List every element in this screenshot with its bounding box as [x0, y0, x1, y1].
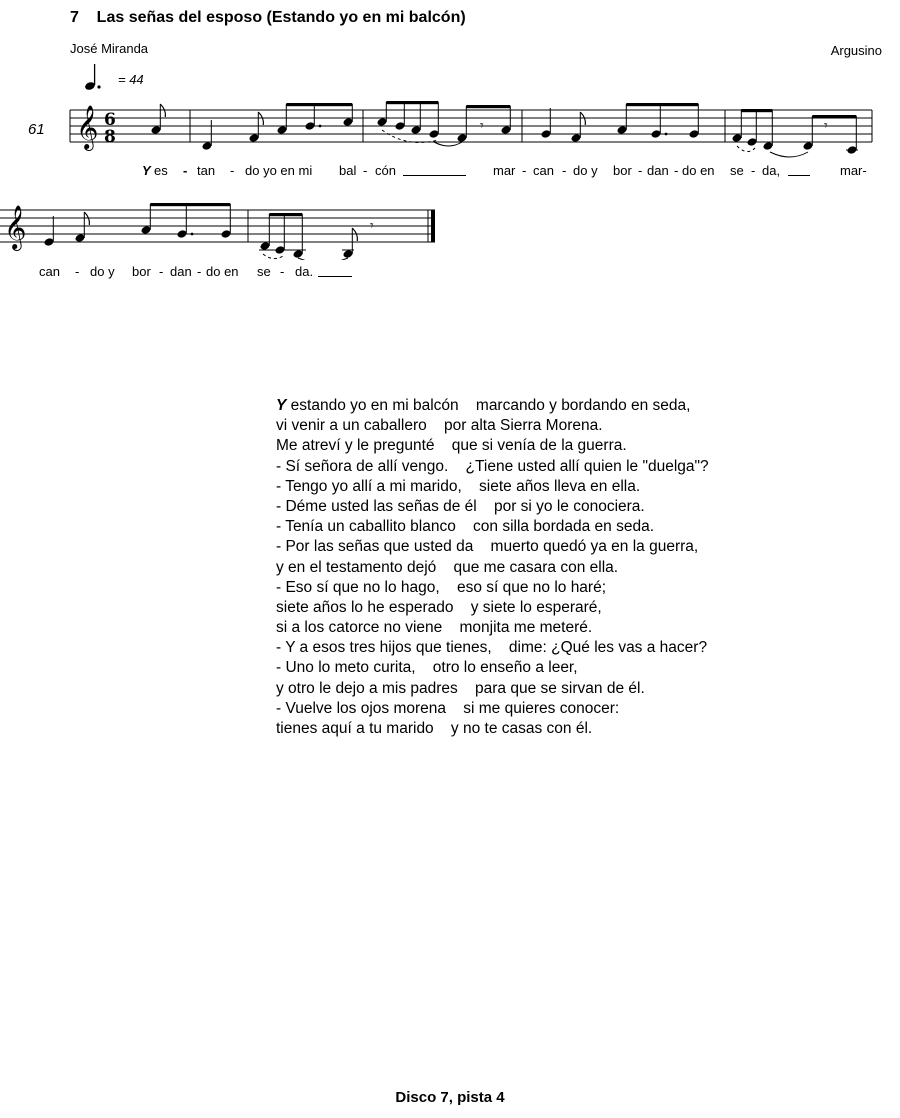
- poem-line: - Tengo yo allí a mi marido, siete años lleva en ella.: [276, 477, 641, 495]
- lyric-extender: [318, 276, 352, 277]
- treble-clef-icon: 𝄞: [4, 205, 27, 249]
- poem-line: - Eso sí que no lo hago, eso sí que no lo haré;: [276, 578, 607, 596]
- poem-line: - Uno lo meto curita, otro lo enseño a leer,: [276, 659, 578, 677]
- lyric-hyphen: -: [562, 163, 567, 178]
- music-staff-system-2: [0, 200, 900, 260]
- lyric-syllable: dan: [170, 264, 192, 279]
- lyric-syllable: do en: [206, 264, 239, 279]
- lyric-syllable: bor: [613, 163, 632, 178]
- rest-icon: 𝄾: [824, 118, 828, 134]
- lyric-syllable: can: [533, 163, 554, 178]
- lyric-syllable: do yo en mi: [245, 163, 313, 178]
- lyric-syllable: tan: [197, 163, 216, 178]
- lyric-hyphen: -: [638, 163, 643, 178]
- lyric-hyphen: -: [230, 163, 235, 178]
- lyric-syllable: can: [39, 264, 60, 279]
- poem-line: tienes aquí a tu marido y no te casas con él.: [276, 720, 593, 737]
- lyric-hyphen: -: [197, 264, 202, 279]
- poem-line-text: estando yo en mi balcón marcando y bordando en seda,: [286, 397, 691, 414]
- time-signature-top: 6: [104, 110, 116, 130]
- lyric-hyphen: -: [674, 163, 679, 178]
- poem-line: Me atreví y le pregunté que si venía de la guerra.: [276, 437, 627, 455]
- poem-line: - Y a esos tres hijos que tienes, dime: ¿Qué les vas a hacer?: [276, 639, 708, 657]
- lyric-hyphen: -: [159, 264, 164, 279]
- lyric-hyphen: -: [280, 264, 285, 279]
- lyric-hyphen: -: [751, 163, 756, 178]
- rest-icon: 𝄾: [370, 218, 374, 234]
- lyric-extender: [403, 175, 466, 176]
- lyric-syllable: da.: [295, 264, 314, 279]
- time-signature-bottom: 8: [104, 127, 116, 147]
- song-title: 7 Las señas del esposo (Estando yo en mi balcón): [70, 9, 466, 26]
- poem-line: siete años lo he esperado y siete lo esperaré,: [276, 598, 602, 616]
- lyric-syllable: do y: [573, 163, 598, 178]
- music-staff-system-1: [0, 100, 900, 160]
- lyric-syllable: se: [257, 264, 271, 279]
- poem-text: [276, 396, 836, 739]
- lyric-extender: [788, 175, 810, 176]
- lyric-syllable: es: [154, 163, 168, 178]
- lyric-hyphen: -: [363, 163, 368, 178]
- poem-line: - Vuelve los ojos morena si me quieres conocer:: [276, 699, 620, 717]
- informant-name: José Miranda: [70, 41, 149, 56]
- poem-line: si a los catorce no viene monjita me meteré.: [276, 619, 593, 637]
- lyric-syllable: mar: [493, 163, 516, 178]
- rest-icon: 𝄾: [480, 118, 484, 134]
- lyric-hyphen: -: [183, 163, 188, 178]
- poem-line: y en el testamento dejó que me casara con ella.: [276, 558, 619, 576]
- lyric-syllable: bal: [339, 163, 357, 178]
- lyric-syllable: mar-: [840, 163, 867, 178]
- lyric-syllable: cón: [375, 163, 396, 178]
- poem-initial: Y: [276, 397, 287, 414]
- lyric-hyphen: -: [522, 163, 527, 178]
- lyric-syllable: dan: [647, 163, 669, 178]
- poem-line: - Tenía un caballito blanco con silla bordada en seda.: [276, 518, 654, 536]
- lyric-syllable: Y: [142, 163, 151, 178]
- lyric-syllable: bor: [132, 264, 151, 279]
- place-name: Argusino: [830, 43, 882, 58]
- track-reference: Disco 7, pista 4: [395, 1089, 505, 1106]
- treble-clef-icon: 𝄞: [76, 105, 99, 149]
- measure-number: 61: [28, 121, 45, 138]
- poem-line: - Por las señas que usted da muerto quedó ya en la guerra,: [276, 538, 699, 556]
- lyric-syllable: do y: [90, 264, 115, 279]
- tempo-marking: = 44: [118, 72, 144, 87]
- lyric-hyphen: -: [75, 264, 80, 279]
- poem-line: - Sí señora de allí vengo. ¿Tiene usted allí quien le "duelga"?: [276, 457, 709, 475]
- lyric-syllable: do en: [682, 163, 715, 178]
- poem-line: - Déme usted las señas de él por si yo le conociera.: [276, 497, 645, 515]
- poem-line: y otro le dejo a mis padres para que se sirvan de él.: [276, 679, 645, 697]
- lyric-syllable: se: [730, 163, 744, 178]
- poem-line: [276, 396, 836, 416]
- lyric-syllable: da,: [762, 163, 781, 178]
- poem-line: vi venir a un caballero por alta Sierra Morena.: [276, 417, 603, 435]
